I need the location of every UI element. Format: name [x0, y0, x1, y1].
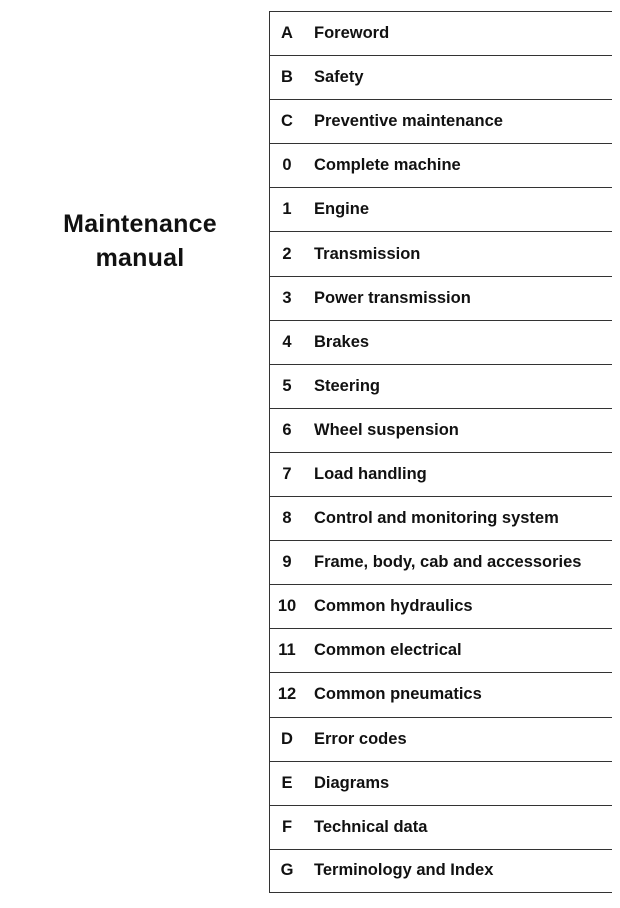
- toc-item-5[interactable]: [270, 364, 612, 408]
- toc-item-label: Technical data: [314, 817, 428, 836]
- table-of-contents: [269, 11, 612, 893]
- toc-item-code: 10: [277, 597, 297, 616]
- manual-title-line-1: Maintenance: [63, 210, 217, 238]
- toc-item-label: Common hydraulics: [314, 597, 473, 616]
- toc-item-code: 0: [282, 156, 292, 175]
- toc-item-7[interactable]: [270, 452, 612, 496]
- toc-item-3[interactable]: [270, 276, 612, 320]
- toc-item-label: Load handling: [314, 464, 427, 483]
- toc-item-label: Complete machine: [314, 156, 461, 175]
- toc-item-code: 1: [282, 200, 292, 219]
- toc-item-label: Power transmission: [314, 288, 471, 307]
- toc-item-10[interactable]: [270, 584, 612, 628]
- toc-item-d[interactable]: [270, 717, 612, 761]
- toc-item-code: 7: [282, 464, 292, 483]
- toc-item-8[interactable]: [270, 496, 612, 540]
- toc-item-f[interactable]: [270, 805, 612, 849]
- toc-item-label: Terminology and Index: [314, 861, 494, 880]
- toc-item-code: 2: [282, 244, 292, 263]
- toc-item-label: Steering: [314, 376, 381, 395]
- toc-item-code: 9: [282, 553, 292, 572]
- toc-item-a[interactable]: [270, 11, 612, 55]
- toc-item-code: A: [281, 24, 293, 43]
- toc-item-2[interactable]: [270, 231, 612, 275]
- toc-item-label: Common pneumatics: [314, 685, 482, 704]
- toc-item-code: 6: [282, 420, 292, 439]
- toc-item-label: Foreword: [314, 24, 390, 43]
- toc-item-label: Safety: [314, 68, 364, 87]
- toc-item-code: 5: [282, 376, 292, 395]
- toc-item-9[interactable]: [270, 540, 612, 584]
- toc-item-c[interactable]: [270, 99, 612, 143]
- toc-item-0[interactable]: [270, 143, 612, 187]
- toc-item-label: Wheel suspension: [314, 420, 459, 439]
- toc-item-code: G: [280, 861, 294, 880]
- toc-item-code: 3: [282, 288, 292, 307]
- toc-item-code: D: [281, 729, 293, 748]
- toc-item-4[interactable]: [270, 320, 612, 364]
- toc-item-code: F: [281, 817, 293, 836]
- toc-item-label: Diagrams: [314, 773, 390, 792]
- toc-item-12[interactable]: [270, 672, 612, 716]
- toc-item-label: Frame, body, cab and accessories: [314, 553, 582, 572]
- toc-item-6[interactable]: [270, 408, 612, 452]
- manual-title: [40, 207, 240, 275]
- toc-item-label: Control and monitoring system: [314, 509, 559, 528]
- toc-item-code: 12: [277, 685, 297, 704]
- toc-item-label: Common electrical: [314, 641, 462, 660]
- toc-item-g[interactable]: [270, 849, 612, 893]
- toc-item-code: C: [281, 112, 293, 131]
- toc-item-label: Brakes: [314, 332, 370, 351]
- toc-item-1[interactable]: [270, 187, 612, 231]
- manual-title-line-2: manual: [95, 244, 185, 272]
- toc-item-e[interactable]: [270, 761, 612, 805]
- toc-item-code: 11: [278, 641, 296, 660]
- toc-item-code: 4: [282, 332, 292, 351]
- toc-item-code: E: [281, 773, 293, 792]
- toc-item-b[interactable]: [270, 55, 612, 99]
- toc-item-label: Error codes: [314, 729, 407, 748]
- toc-item-label: Preventive maintenance: [314, 112, 503, 131]
- toc-item-label: Transmission: [314, 244, 421, 263]
- toc-item-code: 8: [282, 509, 292, 528]
- toc-item-label: Engine: [314, 200, 370, 219]
- toc-item-11[interactable]: [270, 628, 612, 672]
- toc-item-code: B: [281, 68, 293, 87]
